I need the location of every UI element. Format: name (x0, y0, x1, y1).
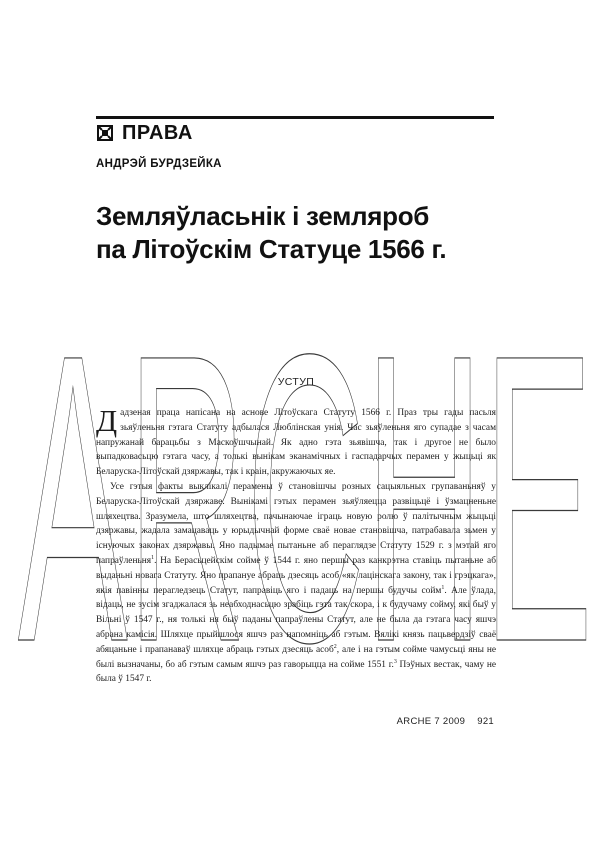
footnote-ref-3[interactable]: 3 (393, 658, 397, 665)
journal-issue: ARCHE 7 2009 (396, 716, 466, 727)
paragraph-2-text-e: Пэўных вестак, чаму не была ў 1547 г. (96, 659, 496, 685)
paragraph-2-text-c: . Але ўлада, відаць, не зусім згаджалася зь неабходнасьцю зрабіць гэта так скора, і к будучаму сойму, які быў у Вільні ў 1547 г., ня толькі ня быў паданы папраўлены Статут, але не была да гэтага часу яшчэ абрана камісія. Шляхце прыйшлося яшчэ раз напомніць аб гэтым. Вялікі князь пацьвердзіў сваё абяцаньне і прапанаваў шляхце абраць гэтых дзесяць асоб (96, 585, 496, 655)
article-title-line-2: па Літоўскім Статуце 1566 г. (96, 234, 447, 264)
article-title (96, 200, 496, 266)
paragraph-1 (96, 403, 496, 480)
paragraph-2-text-b: . На Берасьцейскім сойме ў 1544 г. яно першы раз канкрэтна ставіць пытаньне аб выданьні новага Статуту. Яно прапануе абраць дзесяць асоб «як лацінскага закону, так і грэцкага», якія павінны перагледзець Статут, паправіць яго і падаць на першы будучы сойм (96, 555, 496, 596)
page-footer (96, 716, 494, 727)
paragraph-2-text-d: , але і на гэтым сойме чамусьці яны не былі вызначаны, бо аб гэтым самым яшчэ раз гаворыцца на сойме 1551 г. (96, 644, 496, 670)
footnote-ref-2[interactable]: 2 (333, 643, 337, 650)
square-ornament-icon (96, 124, 114, 142)
section-title: ПРАВА (122, 121, 193, 144)
footnote-ref-1[interactable]: 1 (151, 554, 155, 561)
paragraph-2-text-a: Усе гэтыя факты выклікалі перамены ў становішчы розных сацыяльных групаваньняў у Беларуска-Літоўскай дзяржаве. Вынікамі гэтых перамен зьяўляецца развіцьцё і ўзмацненьне шляхецтва. Зразумела, што шляхецтва, пачынаючае іграць новую ролю ў палітычным жыцьці дзяржавы, жадала замацаваць у юрыдычнай форме сваё новае становішча, патрабавала зьмен у існуючых законах дзяржавы. Яно падымае пытаньне аб пераглядзе Статуту 1529 г. з мэтай яго папраўленьня (96, 481, 496, 566)
footnote-ref-1b[interactable]: 1 (441, 584, 445, 591)
drop-cap: Д (96, 403, 118, 438)
author-name: АНДРЭЙ БУРДЗЕЙКА (96, 158, 222, 170)
section-rule (96, 116, 494, 119)
article-title-line-1: Земляўласьнік і земляроб (96, 201, 430, 231)
intro-heading: УСТУП (277, 376, 315, 388)
watermark-text: ARCHE (18, 269, 593, 660)
page-number: 921 (477, 716, 494, 727)
paragraph-1-text: адзеная праца напісана на аснове Літоўскага Статуту 1566 г. Праз тры гады пасьля зьяўленьня гэтага Статуту адбылася Люблінская унія. Час зьяўленьня яго супадае з часам напружанай барацьбы з Маскоўшчынай. Як адно гэта зьявішча, так і другое не было выпадковасьцю гэтага часу, а толькі вынікам эканамічных і гаспадарчых перамен у жыцьці як Беларуска-Літоўскай дзяржавы, так і краін, акружаючых яе. (96, 408, 496, 478)
section-header (96, 122, 193, 144)
article-body (96, 403, 496, 687)
paragraph-2 (96, 480, 496, 687)
